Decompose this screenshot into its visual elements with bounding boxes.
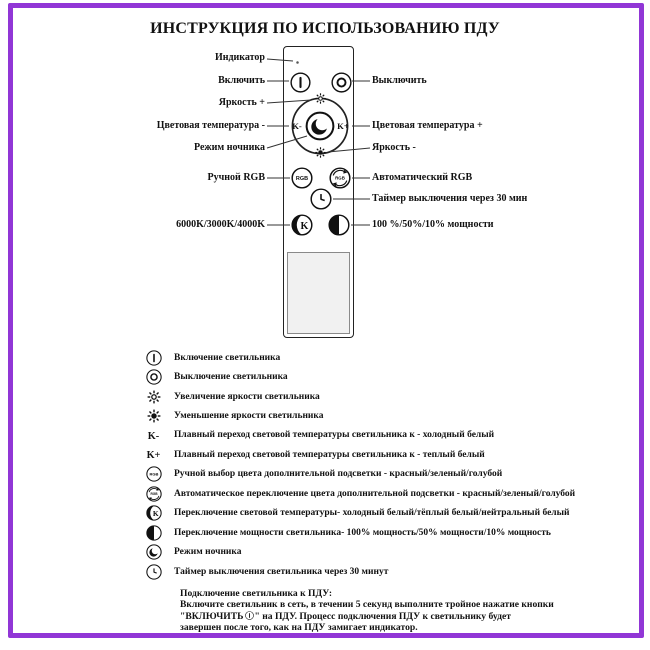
power-on-icon bbox=[143, 350, 164, 366]
callout-label-color-temp-minus: Цветовая температура - bbox=[156, 120, 265, 131]
footer-line-2: "ВКЛЮЧИТЬ " на ПДУ. Процесс подключения ПДУ к светильнику будет bbox=[180, 610, 511, 622]
svg-text:RGB: RGB bbox=[335, 175, 345, 181]
k-minus-text-icon bbox=[143, 426, 164, 445]
legend-text: Автоматическое переключение цвета дополнительной подсветки - красный/зеленый/голубой bbox=[174, 488, 576, 499]
button-legend bbox=[143, 348, 575, 581]
indicator-led bbox=[295, 60, 300, 65]
callout-label-manual-rgb: Ручной RGB bbox=[207, 172, 265, 183]
legend-item-color-temp-plus bbox=[143, 445, 575, 464]
sun-filled-icon bbox=[143, 408, 164, 424]
legend-item-brightness-down bbox=[143, 406, 575, 425]
legend-text: Увеличение яркости светильника bbox=[174, 391, 320, 402]
remote-lower-panel bbox=[287, 252, 350, 334]
rgb-icon bbox=[143, 466, 164, 482]
legend-item-color-temp-minus bbox=[143, 426, 575, 445]
legend-item-power-on bbox=[143, 348, 575, 367]
k-temp-icon bbox=[143, 505, 164, 521]
legend-text: Переключение мощности светильника- 100% мощность/50% мощности/10% мощность bbox=[174, 527, 551, 538]
power-on-icon bbox=[245, 611, 254, 620]
legend-text: Плавный переход световой температуры светильника к - холодный белый bbox=[174, 430, 495, 441]
svg-text:K+: K+ bbox=[146, 450, 161, 462]
legend-item-power-off bbox=[143, 367, 575, 386]
callout-label-power-on: Включить bbox=[218, 75, 265, 86]
callout-label-power-off: Выключить bbox=[372, 75, 427, 86]
legend-text: Ручной выбор цвета дополнительной подсветки - красный/зеленый/голубой bbox=[174, 469, 503, 480]
svg-text:K+: K+ bbox=[337, 121, 349, 132]
svg-text:RGB: RGB bbox=[149, 491, 158, 496]
legend-item-power-levels bbox=[143, 523, 575, 542]
connection-instructions bbox=[180, 588, 640, 633]
legend-item-color-temp-presets bbox=[143, 504, 575, 523]
brightness-up-key bbox=[314, 92, 327, 105]
night-mode-button bbox=[305, 111, 335, 141]
clock-icon bbox=[143, 564, 164, 580]
timer-button bbox=[310, 188, 332, 210]
power-off-icon bbox=[143, 369, 164, 385]
legend-text: Уменьшение яркости светильника bbox=[174, 411, 324, 422]
color-temp-plus-key bbox=[335, 118, 351, 134]
moon-icon bbox=[143, 544, 164, 560]
brightness-down-key bbox=[314, 146, 327, 159]
color-temp-presets-button bbox=[291, 214, 313, 236]
sun-hollow-icon bbox=[143, 389, 164, 405]
svg-text:K: K bbox=[152, 509, 159, 519]
legend-item-timer bbox=[143, 562, 575, 581]
legend-text: Таймер выключения светильника через 30 минут bbox=[174, 566, 389, 577]
footer-line-1: Включите светильник в сеть, в течении 5 секунд выполните тройное нажатие кнопки bbox=[180, 599, 554, 611]
power-level-button bbox=[328, 214, 350, 236]
manual-rgb-button bbox=[291, 167, 313, 189]
legend-text: Включение светильника bbox=[174, 352, 281, 363]
legend-text: Режим ночника bbox=[174, 547, 242, 558]
callout-label-brightness-down: Яркость - bbox=[372, 142, 416, 153]
power-half-icon bbox=[143, 525, 164, 541]
footer-line-3: завершен после того, как на ПДУ замигает индикатор. bbox=[180, 621, 418, 633]
svg-text:K-: K- bbox=[147, 431, 160, 443]
callout-label-power-levels: 100 %/50%/10% мощности bbox=[372, 219, 494, 230]
legend-text: Выключение светильника bbox=[174, 372, 288, 383]
callout-label-color-temp-plus: Цветовая температура + bbox=[372, 120, 483, 131]
legend-text: Плавный переход световой температуры светильника к - теплый белый bbox=[174, 449, 485, 460]
legend-item-brightness-up bbox=[143, 387, 575, 406]
power-off-button bbox=[331, 72, 352, 93]
auto-rgb-button bbox=[329, 167, 351, 189]
page-title: ИНСТРУКЦИЯ ПО ИСПОЛЬЗОВАНИЮ ПДУ bbox=[150, 20, 500, 37]
k-plus-text-icon bbox=[143, 445, 164, 464]
power-on-button bbox=[290, 72, 311, 93]
legend-item-night-mode bbox=[143, 542, 575, 561]
svg-text:RGB: RGB bbox=[149, 471, 158, 477]
footer-heading: Подключение светильника к ПДУ: bbox=[180, 588, 333, 599]
legend-item-auto-rgb bbox=[143, 484, 575, 503]
callout-label-color-temp-presets: 6000K/3000K/4000K bbox=[176, 219, 265, 230]
svg-text:K-: K- bbox=[292, 121, 302, 132]
svg-text:K: K bbox=[300, 220, 309, 232]
callout-label-night-mode: Режим ночника bbox=[193, 142, 265, 153]
color-temp-minus-key bbox=[289, 118, 305, 134]
callout-label-indicator: Индикатор bbox=[214, 52, 265, 63]
callout-label-auto-rgb: Автоматический RGB bbox=[372, 172, 473, 183]
legend-text: Переключение световой температуры- холодный белый/тёплый белый/нейтральный белый bbox=[174, 508, 570, 519]
rgb-auto-icon bbox=[143, 486, 164, 502]
svg-text:RGB: RGB bbox=[295, 175, 309, 182]
legend-item-manual-rgb bbox=[143, 465, 575, 484]
callout-label-brightness-up: Яркость + bbox=[218, 97, 265, 108]
callout-label-timer: Таймер выключения через 30 мин bbox=[372, 193, 528, 204]
